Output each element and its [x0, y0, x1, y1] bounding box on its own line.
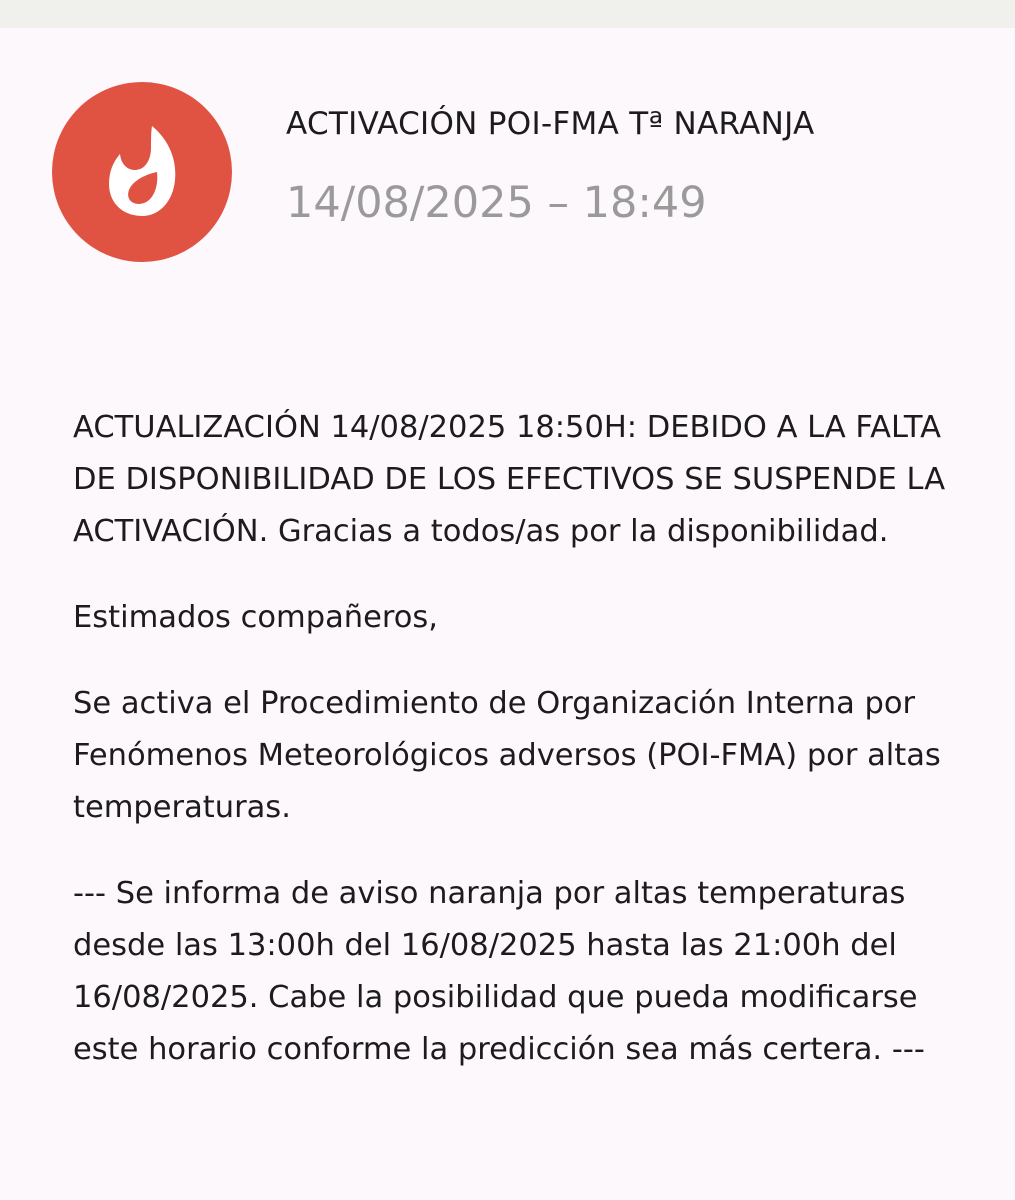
alert-avatar [52, 82, 232, 262]
fire-icon [107, 126, 177, 218]
message-paragraph: Se activa el Procedimiento de Organización Interna por Fenómenos Meteorológicos adversos (POI-FMA) por altas temperaturas. [73, 686, 941, 825]
message-paragraph: Estimados compañeros, [73, 600, 439, 635]
message-body [73, 402, 973, 1110]
message-paragraph: --- Se informa de aviso naranja por altas temperaturas desde las 13:00h del 16/08/2025 hasta las 21:00h del 16/08/2025. Cabe la posibilidad que pueda modificarse este horario conforme la predicción sea más certera. --- [73, 876, 925, 1067]
message-paragraph: ACTUALIZACIÓN 14/08/2025 18:50H: DEBIDO A LA FALTA DE DISPONIBILIDAD DE LOS EFECTIVOS SE SUSPENDE LA ACTIVACIÓN. Gracias a todos/as por la disponibilidad. [73, 410, 946, 549]
alert-title: ACTIVACIÓN POI-FMA Tª NARANJA [286, 106, 815, 142]
status-bar [0, 0, 1015, 28]
alert-datetime: 14/08/2025 – 18:49 [286, 178, 707, 228]
